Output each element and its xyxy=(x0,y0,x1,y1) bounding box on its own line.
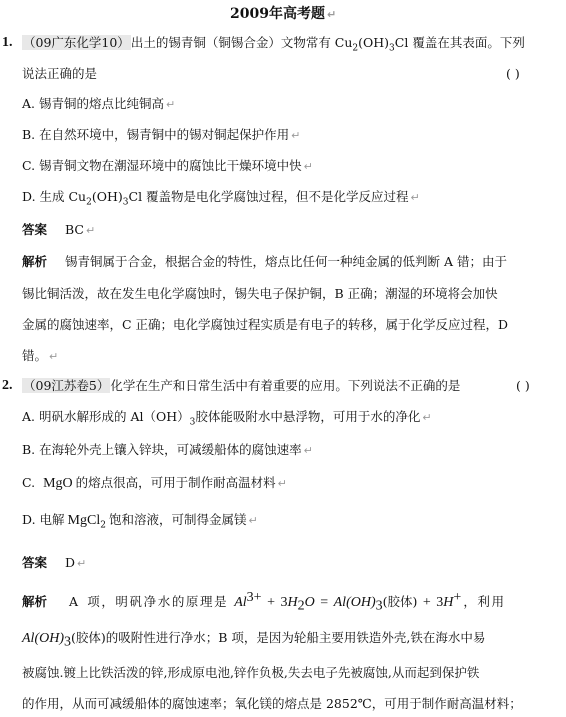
question-1-source: （09广东化学10） xyxy=(23,35,130,50)
question-2-analysis-line3: 被腐蚀.镀上比铁活泼的锌,形成原电池,锌作负极,失去电子先被腐蚀,从而起到保护铁 xyxy=(22,665,480,680)
analysis-label: 解析 xyxy=(22,594,48,610)
paragraph-mark-icon: ↵ xyxy=(165,98,176,111)
question-2-answer-paren: ( ) xyxy=(516,378,530,393)
paragraph-mark-icon: ↵ xyxy=(303,160,313,173)
paragraph-mark-icon: ↵ xyxy=(326,8,337,21)
question-1-option-c: C. 锡青铜文物在潮湿环境中的腐蚀比干燥环境中快 ↵ xyxy=(22,158,313,173)
question-2-number: 2. xyxy=(2,378,13,393)
question-2-analysis-line1: 解析 A 项，明矾净水的原理是 $Al^{3+} + 3H_2O = Al(OH)_3$(胶体) + 3H+ ，利用 xyxy=(22,590,506,614)
question-1-answer xyxy=(22,222,95,237)
question-2-option-c: C. MgO 的熔点很高，可用于制作耐高温材料 ↵ xyxy=(22,475,287,491)
question-2-analysis-line4: 的作用，从而可减缓船体的腐蚀速率；氧化镁的熔点是 2852℃，可用于制作耐高温材料； xyxy=(22,696,522,711)
question-2-stem: （09江苏卷5）化学在生产和日常生活中有着重要的应用。下列说法不正确的是 xyxy=(23,378,461,393)
question-2-analysis-line2: $Al(OH)_3$(胶体)的吸附性进行净水；B 项，是因为轮船主要用铁造外壳,铁在海水中易 xyxy=(22,630,486,650)
question-1-answer-paren: ( ) xyxy=(506,66,520,81)
answer-value: D xyxy=(65,555,76,570)
question-1-stem-line2: 说法正确的是 xyxy=(22,66,98,81)
paragraph-mark-icon: ↵ xyxy=(303,444,313,457)
answer-value: BC xyxy=(65,222,84,237)
question-2-option-a: A. 明矾水解形成的 $Al(OH)_3$胶体能吸附水中悬浮物，可用于水的净化 ↵ xyxy=(22,409,432,428)
paragraph-mark-icon: ↵ xyxy=(77,557,87,570)
question-2-answer xyxy=(22,555,86,570)
paragraph-mark-icon: ↵ xyxy=(277,477,287,490)
question-1-analysis-line1: 解析 锡青铜属于合金，根据合金的特性，熔点比任何一种纯金属的低判断 A 错；由于 xyxy=(22,254,507,269)
paragraph-mark-icon: ↵ xyxy=(291,129,301,142)
question-1-number: 1. xyxy=(2,35,13,50)
question-2-option-b: B. 在海轮外壳上镶入锌块，可减缓船体的腐蚀速率 ↵ xyxy=(22,442,313,457)
paragraph-mark-icon: ↵ xyxy=(410,191,420,204)
paragraph-mark-icon: ↵ xyxy=(422,411,432,424)
question-1-analysis-line4: 错。 ↵ xyxy=(22,348,59,363)
paragraph-mark-icon: ↵ xyxy=(86,224,96,237)
question-1-analysis-line3: 金属的腐蚀速率，C 正确；电化学腐蚀过程实质是有电子的转移，属于化学反应过程，D xyxy=(22,317,509,332)
question-2-option-d: D. 电解 MgCl$_2$ 饱和溶液，可制得金属镁 ↵ xyxy=(22,512,258,531)
page-title: 2009年高考题 ↵ xyxy=(230,6,337,22)
answer-label: 答案 xyxy=(22,222,48,237)
hydrolysis-equation: $Al^{3+} + 3H_2O = Al(OH)_3$(胶体) + 3H+ xyxy=(234,590,462,614)
question-1-analysis-line2: 锡比铜活泼，故在发生电化学腐蚀时，锡失电子保护铜，B 正确；潮湿的环境将会加快 xyxy=(22,286,498,301)
question-1-stem: （09广东化学10）出土的锡青铜（铜锡合金）文物常有 $Cu_2(OH)_3Cl$ 覆盖在其表面。下列 xyxy=(23,35,525,54)
question-1-option-d: D. 生成 $Cu_2(OH)_3Cl$ 覆盖物是电化学腐蚀过程，但不是化学反应过程 ↵ xyxy=(22,189,420,208)
paragraph-mark-icon: ↵ xyxy=(248,514,258,527)
question-1-option-b: B. 在自然环境中，锡青铜中的锡对铜起保护作用 ↵ xyxy=(22,127,301,142)
question-1-option-a: A. 锡青铜的熔点比纯铜高 ↵ xyxy=(22,96,176,111)
analysis-label: 解析 xyxy=(22,254,48,269)
paragraph-mark-icon: ↵ xyxy=(49,350,59,363)
question-2-source: （09江苏卷5） xyxy=(23,378,110,393)
answer-label: 答案 xyxy=(22,555,48,570)
